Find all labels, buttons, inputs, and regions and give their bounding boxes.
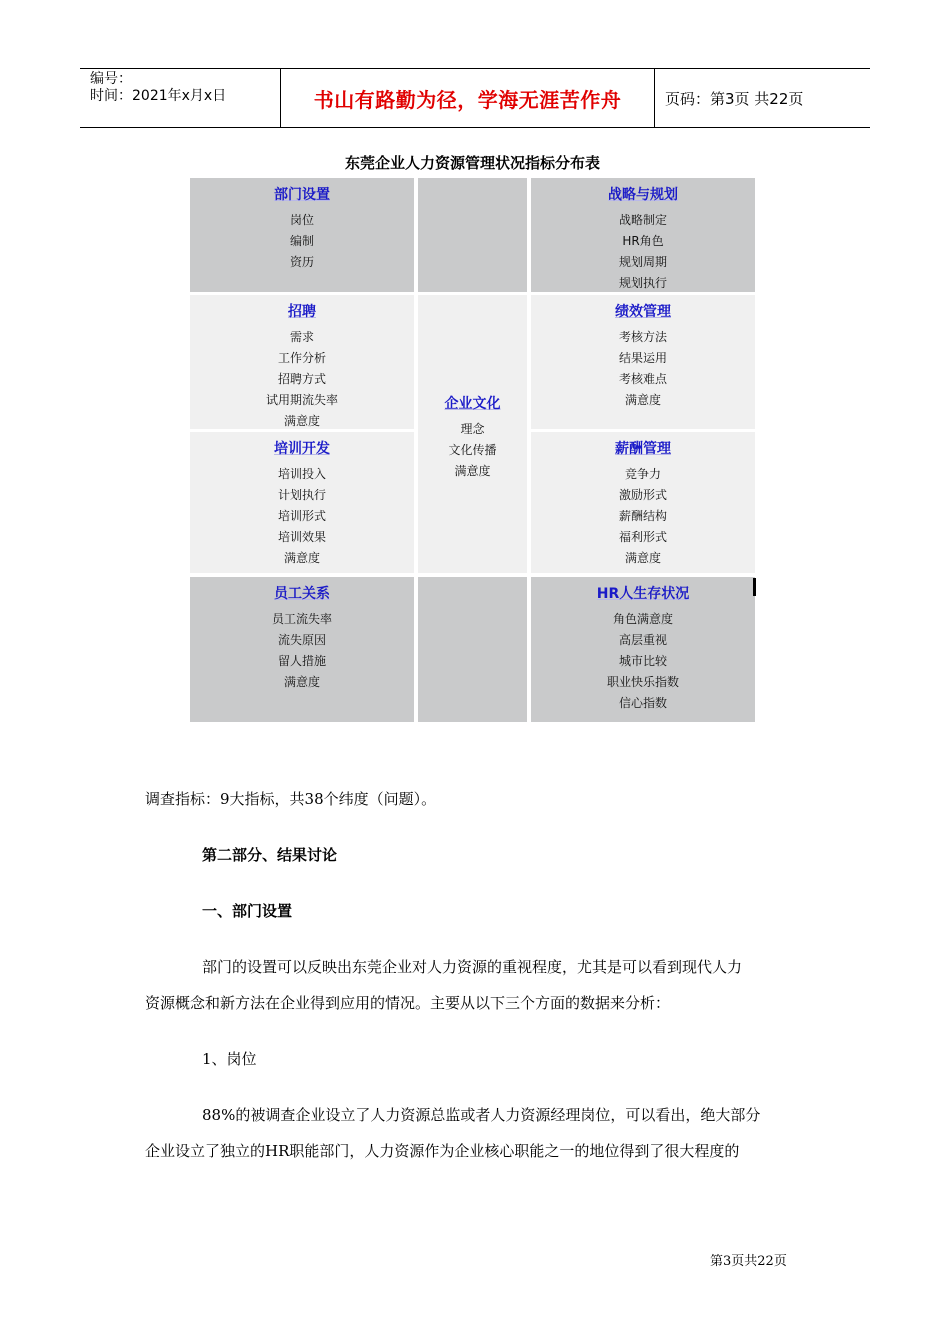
paragraph-dept-line2: 资源概念和新方法在企业得到应用的情况。主要从以下三个方面的数据来分析：	[145, 994, 671, 1012]
paragraph-post-line1: 88%的被调查企业设立了人力资源总监或者人力资源经理岗位，可以看出，绝大部分	[202, 1106, 761, 1124]
cell-list-culture	[418, 419, 527, 482]
cell-item: 培训效果	[277, 530, 326, 544]
cell-blank-bottom	[418, 577, 527, 722]
cell-item: 招聘方式	[277, 372, 326, 386]
cell-item: 满意度	[283, 675, 320, 689]
cell-strategy	[531, 178, 755, 292]
cell-title-performance: 绩效管理	[615, 304, 671, 320]
cell-item: 竞争力	[624, 467, 661, 481]
cell-list-dept	[190, 210, 414, 273]
cell-item: 流失原因	[277, 633, 326, 647]
cell-item: 职业快乐指数	[606, 675, 679, 689]
cell-item: 角色满意度	[612, 612, 673, 626]
cell-item: 激励形式	[618, 488, 667, 502]
subsection-heading: 一、部门设置	[202, 902, 293, 920]
cell-item: 满意度	[624, 551, 661, 565]
cell-item: 满意度	[283, 551, 320, 565]
header-motto-cell	[281, 69, 655, 127]
cell-item: 信心指数	[618, 696, 667, 710]
cell-item: 福利形式	[618, 530, 667, 544]
cell-list-employee	[190, 609, 414, 693]
cell-performance	[531, 295, 755, 429]
cell-item: 留人措施	[277, 654, 326, 668]
cell-item: 高层重视	[618, 633, 667, 647]
section-heading: 第二部分、结果讨论	[202, 846, 338, 864]
time-label: 时间：2021年x月x日	[90, 88, 227, 104]
paragraph-post-line2: 企业设立了独立的HR职能部门，人力资源作为企业核心职能之一的地位得到了很大程度的	[145, 1142, 740, 1160]
cell-title-culture: 企业文化	[444, 396, 501, 412]
figure-edge-mark	[753, 578, 756, 596]
cell-item: 规划周期	[618, 255, 667, 269]
cell-item: 薪酬结构	[618, 509, 667, 523]
cell-list-salary	[531, 464, 755, 569]
cell-item: 城市比较	[618, 654, 667, 668]
cell-item: 文化传播	[448, 443, 497, 457]
cell-item: 战略制定	[618, 213, 667, 227]
cell-recruit	[190, 295, 414, 429]
cell-list-performance	[531, 327, 755, 411]
cell-title-employee: 员工关系	[274, 586, 330, 602]
cell-item: 试用期流失率	[265, 393, 338, 407]
cell-item: 考核难点	[618, 372, 667, 386]
cell-title-training: 培训开发	[274, 441, 330, 457]
cell-item: 培训形式	[277, 509, 326, 523]
cell-title-hr-status: HR人生存状况	[596, 586, 690, 602]
cell-title-strategy: 战略与规划	[608, 187, 678, 203]
page-footer: 第3页共22页	[710, 1254, 787, 1269]
cell-item: 工作分析	[277, 351, 326, 365]
cell-item: 计划执行	[277, 488, 326, 502]
item-heading: 1、岗位	[202, 1050, 257, 1068]
figure-title: 东莞企业人力资源管理状况指标分布表	[344, 154, 600, 172]
paragraph-dept-line1: 部门的设置可以反映出东莞企业对人力资源的重视程度，尤其是可以看到现代人力	[202, 958, 743, 976]
indicator-grid	[190, 178, 755, 722]
cell-item: 规划执行	[618, 276, 667, 290]
cell-salary	[531, 432, 755, 573]
cell-item: 岗位	[289, 213, 314, 227]
header-meta	[80, 69, 281, 127]
cell-item: 满意度	[624, 393, 661, 407]
cell-employee	[190, 577, 414, 722]
cell-item: 资历	[289, 255, 314, 269]
cell-blank-top	[418, 178, 527, 292]
cell-list-recruit	[190, 327, 414, 432]
number-label: 编号：	[90, 71, 132, 87]
cell-list-strategy	[531, 210, 755, 294]
cell-list-training	[190, 464, 414, 569]
cell-culture	[418, 295, 527, 573]
header-page-info: 页码：第3页 共22页	[665, 89, 804, 108]
cell-item: 满意度	[283, 414, 320, 428]
cell-item: 理念	[460, 422, 485, 436]
header-motto: 书山有路勤为径，学海无涯苦作舟	[313, 87, 622, 112]
cell-item: 需求	[289, 330, 314, 344]
cell-item: 员工流失率	[271, 612, 332, 626]
cell-item: 编制	[289, 234, 314, 248]
cell-title-recruit: 招聘	[288, 304, 316, 320]
page-header	[80, 68, 870, 128]
paragraph-indicators: 调查指标：9大指标，共38个纬度（问题）。	[145, 790, 437, 808]
cell-item: 满意度	[454, 464, 491, 478]
cell-item: HR角色	[622, 234, 664, 248]
cell-training	[190, 432, 414, 573]
cell-hr-status	[531, 577, 755, 722]
cell-item: 结果运用	[618, 351, 667, 365]
cell-list-hr-status	[531, 609, 755, 714]
cell-title-salary: 薪酬管理	[615, 441, 671, 457]
cell-title-dept: 部门设置	[274, 187, 330, 203]
cell-dept	[190, 178, 414, 292]
cell-item: 培训投入	[277, 467, 326, 481]
cell-item: 考核方法	[618, 330, 667, 344]
